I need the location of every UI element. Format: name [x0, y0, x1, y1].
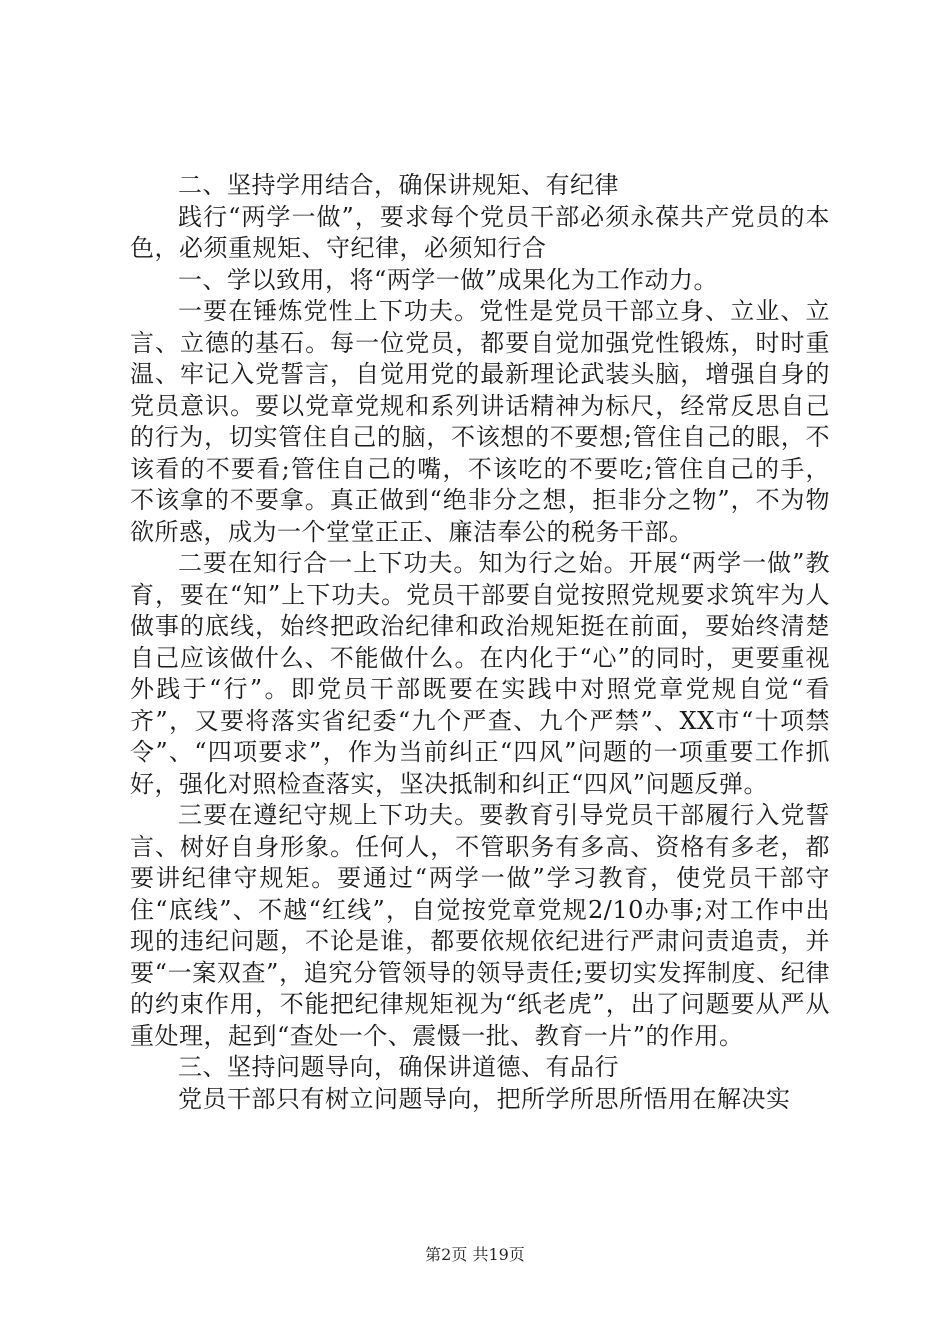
- paragraph: 二要在知行合一上下功夫。知为行之始。开展“两学一做”教育，要在“知”上下功夫。党员干部要自觉按照党规要求筑牢为人做事的底线，始终把政治纪律和政治规矩挺在前面，要始终清楚自己应该做什么、不能做什么。在内化于“心”的同时，更要重视外践于“行”。即党员干部既要在实践中对照党章党规自觉“看齐”，又要将落实省纪委“九个严查、九个严禁”、XX市“十项禁令”、“四项要求”，作为当前纠正“四风”问题的一项重要工作抓好，强化对照检查落实，坚决抵制和纠正“四风”问题反弹。: [130, 549, 830, 798]
- paragraph: 践行“两学一做”，要求每个党员干部必须永葆共产党员的本色，必须重规矩、守纪律，必须知行合: [130, 202, 830, 262]
- paragraph: 一要在锤炼党性上下功夫。党性是党员干部立身、立业、立言、立德的基石。每一位党员，都要自觉加强党性锻炼，时时重温、牢记入党誓言，自觉用党的最新理论武装头脑，增强自身的党员意识。要以党章党规和系列讲话精神为标尺，经常反思自己的行为，切实管住自己的脑，不该想的不要想;管住自己的眼，不该看的不要看;管住自己的嘴，不该吃的不要吃;管住自己的手，不该拿的不要拿。真正做到“绝非分之想，拒非分之物”，不为物欲所惑，成为一个堂堂正正、廉洁奉公的税务干部。: [130, 297, 830, 546]
- subsection-heading-1: 一、学以致用，将“两学一做”成果化为工作动力。: [178, 265, 719, 294]
- page-footer: 第2页 共19页: [425, 1245, 525, 1264]
- paragraph: 三要在遵纪守规上下功夫。要教育引导党员干部履行入党誓言、树好自身形象。任何人，不管职务有多高、资格有多老，都要讲纪律守规矩。要通过“两学一做”学习教育，使党员干部守住“底线”、不越“红线”，自觉按党章党规2/10办事;对工作中出现的违纪问题，不论是谁，都要依规依纪进行严肃问责追责，并要“一案双查”，追究分管领导的领导责任;要切实发挥制度、纪律的约束作用，不能把纪律规矩视为“纸老虎”，出了问题要从严从重处理，起到“查处一个、震慑一批、教育一片”的作用。: [130, 801, 830, 1050]
- paragraph: 党员干部只有树立问题导向，把所学所思所悟用在解决实: [178, 1084, 791, 1113]
- section-heading-2: 二、坚持学用结合，确保讲规矩、有纪律: [178, 171, 619, 199]
- document-body: [130, 170, 830, 1115]
- section-heading-3: 三、坚持问题导向，确保讲道德、有品行: [178, 1053, 619, 1081]
